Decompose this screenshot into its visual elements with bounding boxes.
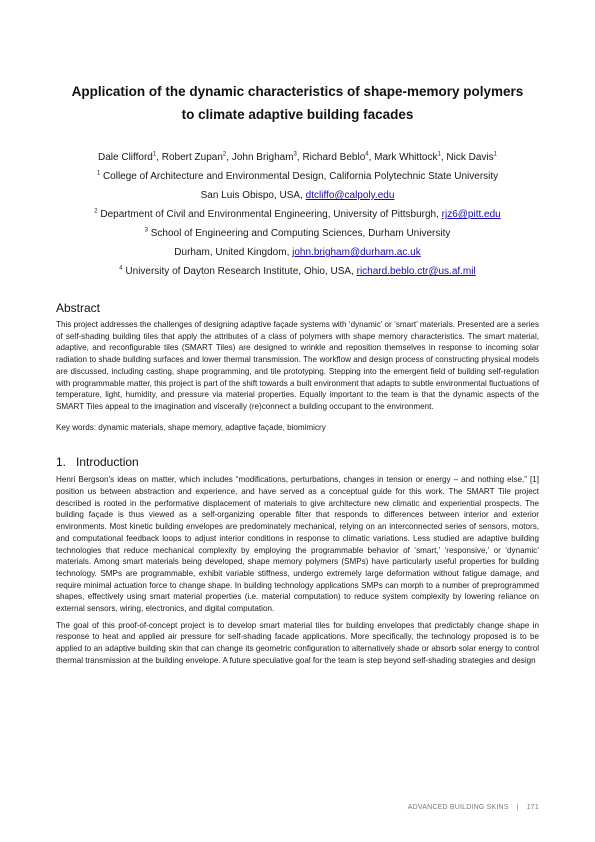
page-number: 171: [526, 804, 539, 811]
author-affil-mark: 2: [222, 151, 227, 158]
title-line-1: Application of the dynamic characteristics of shape-memory polymers: [71, 84, 524, 99]
author-name: John Brigham: [231, 152, 294, 163]
email-link[interactable]: john.brigham@durham.ac.uk: [292, 247, 421, 258]
abstract-text: This project addresses the challenges of designing adaptive façade systems with ‘dynamic’ or ‘smart’ materials. Presented are a series of self-shading building tiles that apply the attributes of a class of polymers with shape memory characteristics. The smart material, adaptive, and reconfigurable tiles (SMART Tiles) are designed to wrinkle and reposition themselves in response to incoming solar radiation to shade building surfaces and lower thermal transmission. The workflow and design process of constructing physical models are discussed, including casting, shape programming, and tile prototyping. Stepping into the emergent field of building self-regulation with programmable matter, this project is part of the shift towards a built environment that adapts to subtle environmental fluctuations of temperature, light, humidity, and pressure via material properties. Equally important to the team is that the dynamic aspects of the SMART Tiles appeal to the imagination and viscerally (re)connect a building occupant to the environment.: [56, 320, 539, 411]
author-affil-mark: 1: [152, 151, 157, 158]
title-line-2: to climate adaptive building facades: [181, 107, 414, 122]
affiliation-3: [56, 224, 539, 262]
affil-text: Durham, United Kingdom,: [174, 247, 293, 258]
author-name: Mark Whittock: [374, 152, 438, 163]
email-link[interactable]: richard.beblo.ctr@us.af.mil: [356, 266, 476, 277]
affil-text: College of Architecture and Environmental Design, California Polytechnic State University: [102, 171, 499, 182]
author-affil-mark: 1: [493, 151, 497, 158]
affil-text: Department of Civil and Environmental Engineering, University of Pittsburgh,: [100, 209, 442, 220]
author-name: Dale Clifford: [98, 152, 153, 163]
affil-text: San Luis Obispo, USA,: [200, 190, 306, 201]
author-name: Nick Davis: [446, 152, 494, 163]
footer-separator: |: [516, 804, 519, 811]
affil-text: School of Engineering and Computing Sciences, Durham University: [150, 228, 451, 239]
affil-mark: 2: [94, 208, 98, 215]
intro-paragraph-2: The goal of this proof-of-concept project is to develop smart material tiles for building envelopes that predictably change shape in response to heat and applied air pressure for self-shading facade applications. More specifically, the technology proposed is to be applied to an adaptive building skin that can change its geometric configuration to alternatively shade or absorb solar energy to control thermal transmission at the building envelope. A future speculative goal for the team is step beyond self-shading strategies and design: [56, 620, 539, 665]
section-heading-introduction: [56, 455, 539, 469]
author-affil-mark: 1: [437, 151, 441, 158]
section-title: Introduction: [76, 455, 139, 470]
email-link[interactable]: dtcliffo@calpoly.edu: [305, 190, 395, 201]
email-link[interactable]: rjz6@pitt.edu: [441, 209, 501, 220]
affil-mark: 3: [144, 227, 148, 234]
affil-text: University of Dayton Research Institute, Ohio, USA,: [125, 266, 357, 277]
paper-title: [56, 0, 539, 126]
affiliation-1: [56, 167, 539, 205]
intro-paragraph-1: Henri Bergson’s ideas on matter, which includes “modifications, perturbations, changes in tension or energy – and nothing else,” [1] position us between abstraction and experience, and have served as a conceptual guide for this work. The SMART Tile project described is rooted in the performative displacement of materials to give architecture new climatic and experiential prospects. The building façade is thus viewed as a self-organizing operable filter that responds to differences between interior and exterior environments. Most kinetic building envelopes are predominately mechanical, relying on an interconnected series of sensors, motors, and computational feedback loops to adjust interior conditions in response to climatic variations. Less studied are adaptive building technologies that reduce mechanical complexity by employing the programmable behavior of ‘smart,’ ‘responsive,’ or ‘dynamic’ materials. Among smart materials being developed, shape memory polymers (SMPs) have particularly useful properties for building technology. SMPs are programmable, exhibit variable stiffness, undergo extremely large deformation without fatigue damage, and require minimal actuation force to change shape. In building technology applications SMPs can morph to a number of preprogrammed shapes, effectively using smart material properties (i.e. material computation) to reduce system complexity by lowering reliance on external sensors, wiring, electronics, and digital computation.: [56, 475, 539, 614]
author-name: Richard Beblo: [302, 152, 366, 163]
keywords: Key words: dynamic materials, shape memory, adaptive façade, biomimicry: [56, 422, 326, 432]
author-name: Robert Zupan: [161, 152, 223, 163]
affiliation-4: [56, 262, 539, 281]
author-affil-mark: 3: [293, 151, 297, 158]
author-affil-mark: 4: [365, 151, 369, 158]
section-number: 1.: [56, 455, 67, 470]
affiliation-2: [56, 205, 539, 224]
author-list: Dale Clifford$^1$, Robert Zupan$^2$, John Brigham$^3$, Richard Beblo$^4$, Mark Whittock$^1$, Nick Davis$^1$: [98, 151, 497, 163]
affil-mark: 4: [119, 265, 123, 272]
affil-mark: 1: [96, 170, 101, 177]
page-footer: [408, 804, 539, 811]
abstract-heading: Abstract: [56, 301, 101, 315]
running-head: ADVANCED BUILDING SKINS: [407, 804, 509, 811]
